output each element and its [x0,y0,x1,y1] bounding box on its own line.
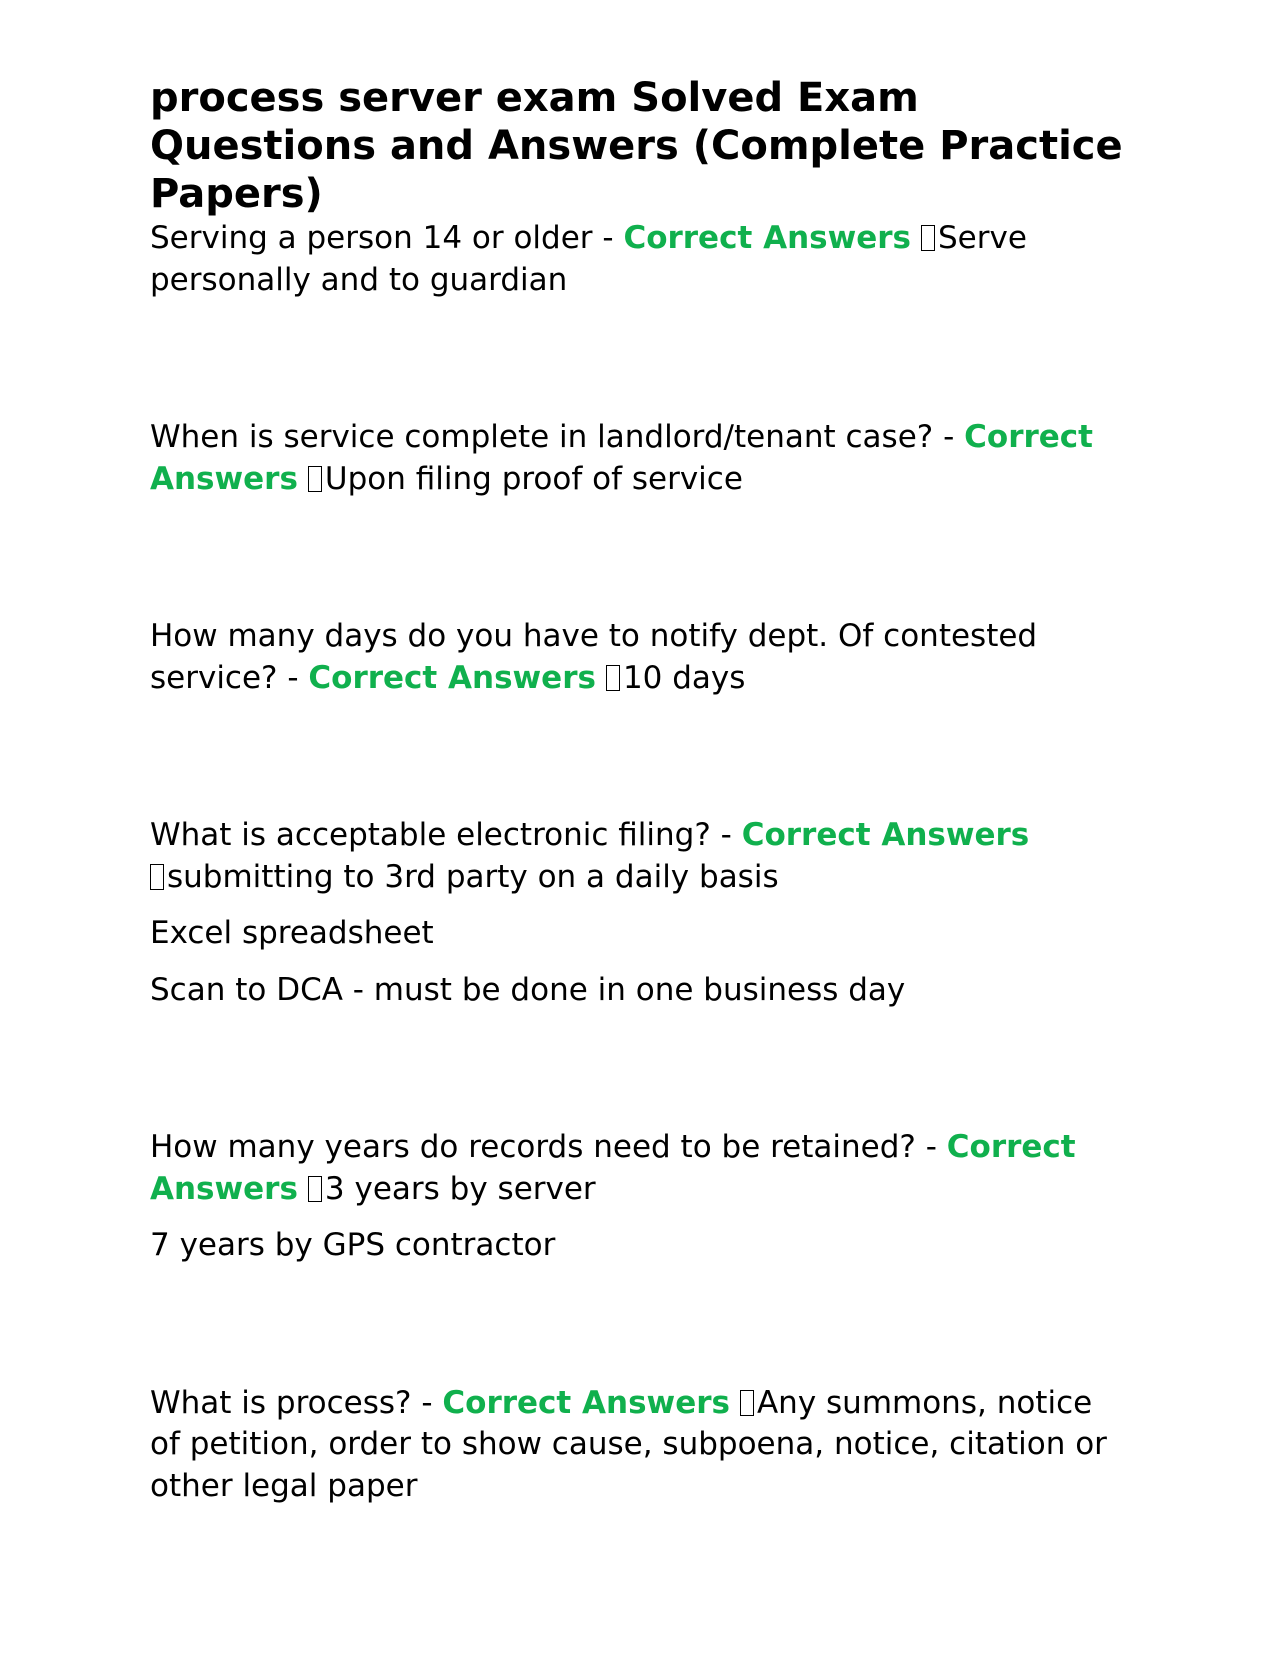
question-text: What is process? - [150,1384,443,1421]
checkbox-icon [921,225,935,251]
checkbox-icon [150,864,164,890]
question-text: How many days do you have to notify dept. Of contested service? - [150,618,1038,696]
answer-text: Serve personally and to guardian [150,220,1027,298]
qa-item [150,1383,1130,1508]
correct-answers-label: Correct Answers [150,1129,1076,1207]
answer-text: Upon filing proof of service [324,460,743,497]
correct-answers-label: Correct Answers [150,419,1093,497]
question-text: What is acceptable electronic filing? - [150,817,742,853]
question-text: Serving a person 14 or older - [150,220,624,256]
answer-text: Any summons, notice of petition, order to show cause, subpoena, notice, citation or other legal paper [150,1384,1107,1504]
checkbox-icon [740,1390,754,1416]
answer-text: 3 years by server [324,1170,596,1207]
qa-item [150,417,1130,500]
correct-answers-label: Correct Answers [442,1384,730,1421]
question-text: How many years do records need to be retained? - [150,1129,947,1165]
correct-answers-label: Correct Answers [741,817,1030,853]
qa-item [150,616,1130,699]
answer-text: 10 days [622,659,746,696]
qa-item [150,218,1130,301]
answer-extra-line: Scan to DCA - must be done in one business day [150,971,906,1008]
document-page [150,74,1130,1623]
answer-extra-line: Excel spreadsheet [150,915,434,951]
answer-extra-line: 7 years by GPS contractor [150,1227,556,1263]
checkbox-icon [308,1176,322,1202]
qa-item [150,815,1130,1011]
qa-item [150,1127,1130,1267]
checkbox-icon [606,665,620,691]
correct-answers-label: Correct Answers [623,220,911,256]
correct-answers-label: Correct Answers [308,659,596,696]
document-title: process server exam Solved Exam Questions and Answers (Complete Practice Papers) [150,75,1123,217]
answer-text: submitting to 3rd party on a daily basis [167,858,779,895]
question-text: When is service complete in landlord/tenant case? - [150,419,965,455]
checkbox-icon [308,466,322,492]
